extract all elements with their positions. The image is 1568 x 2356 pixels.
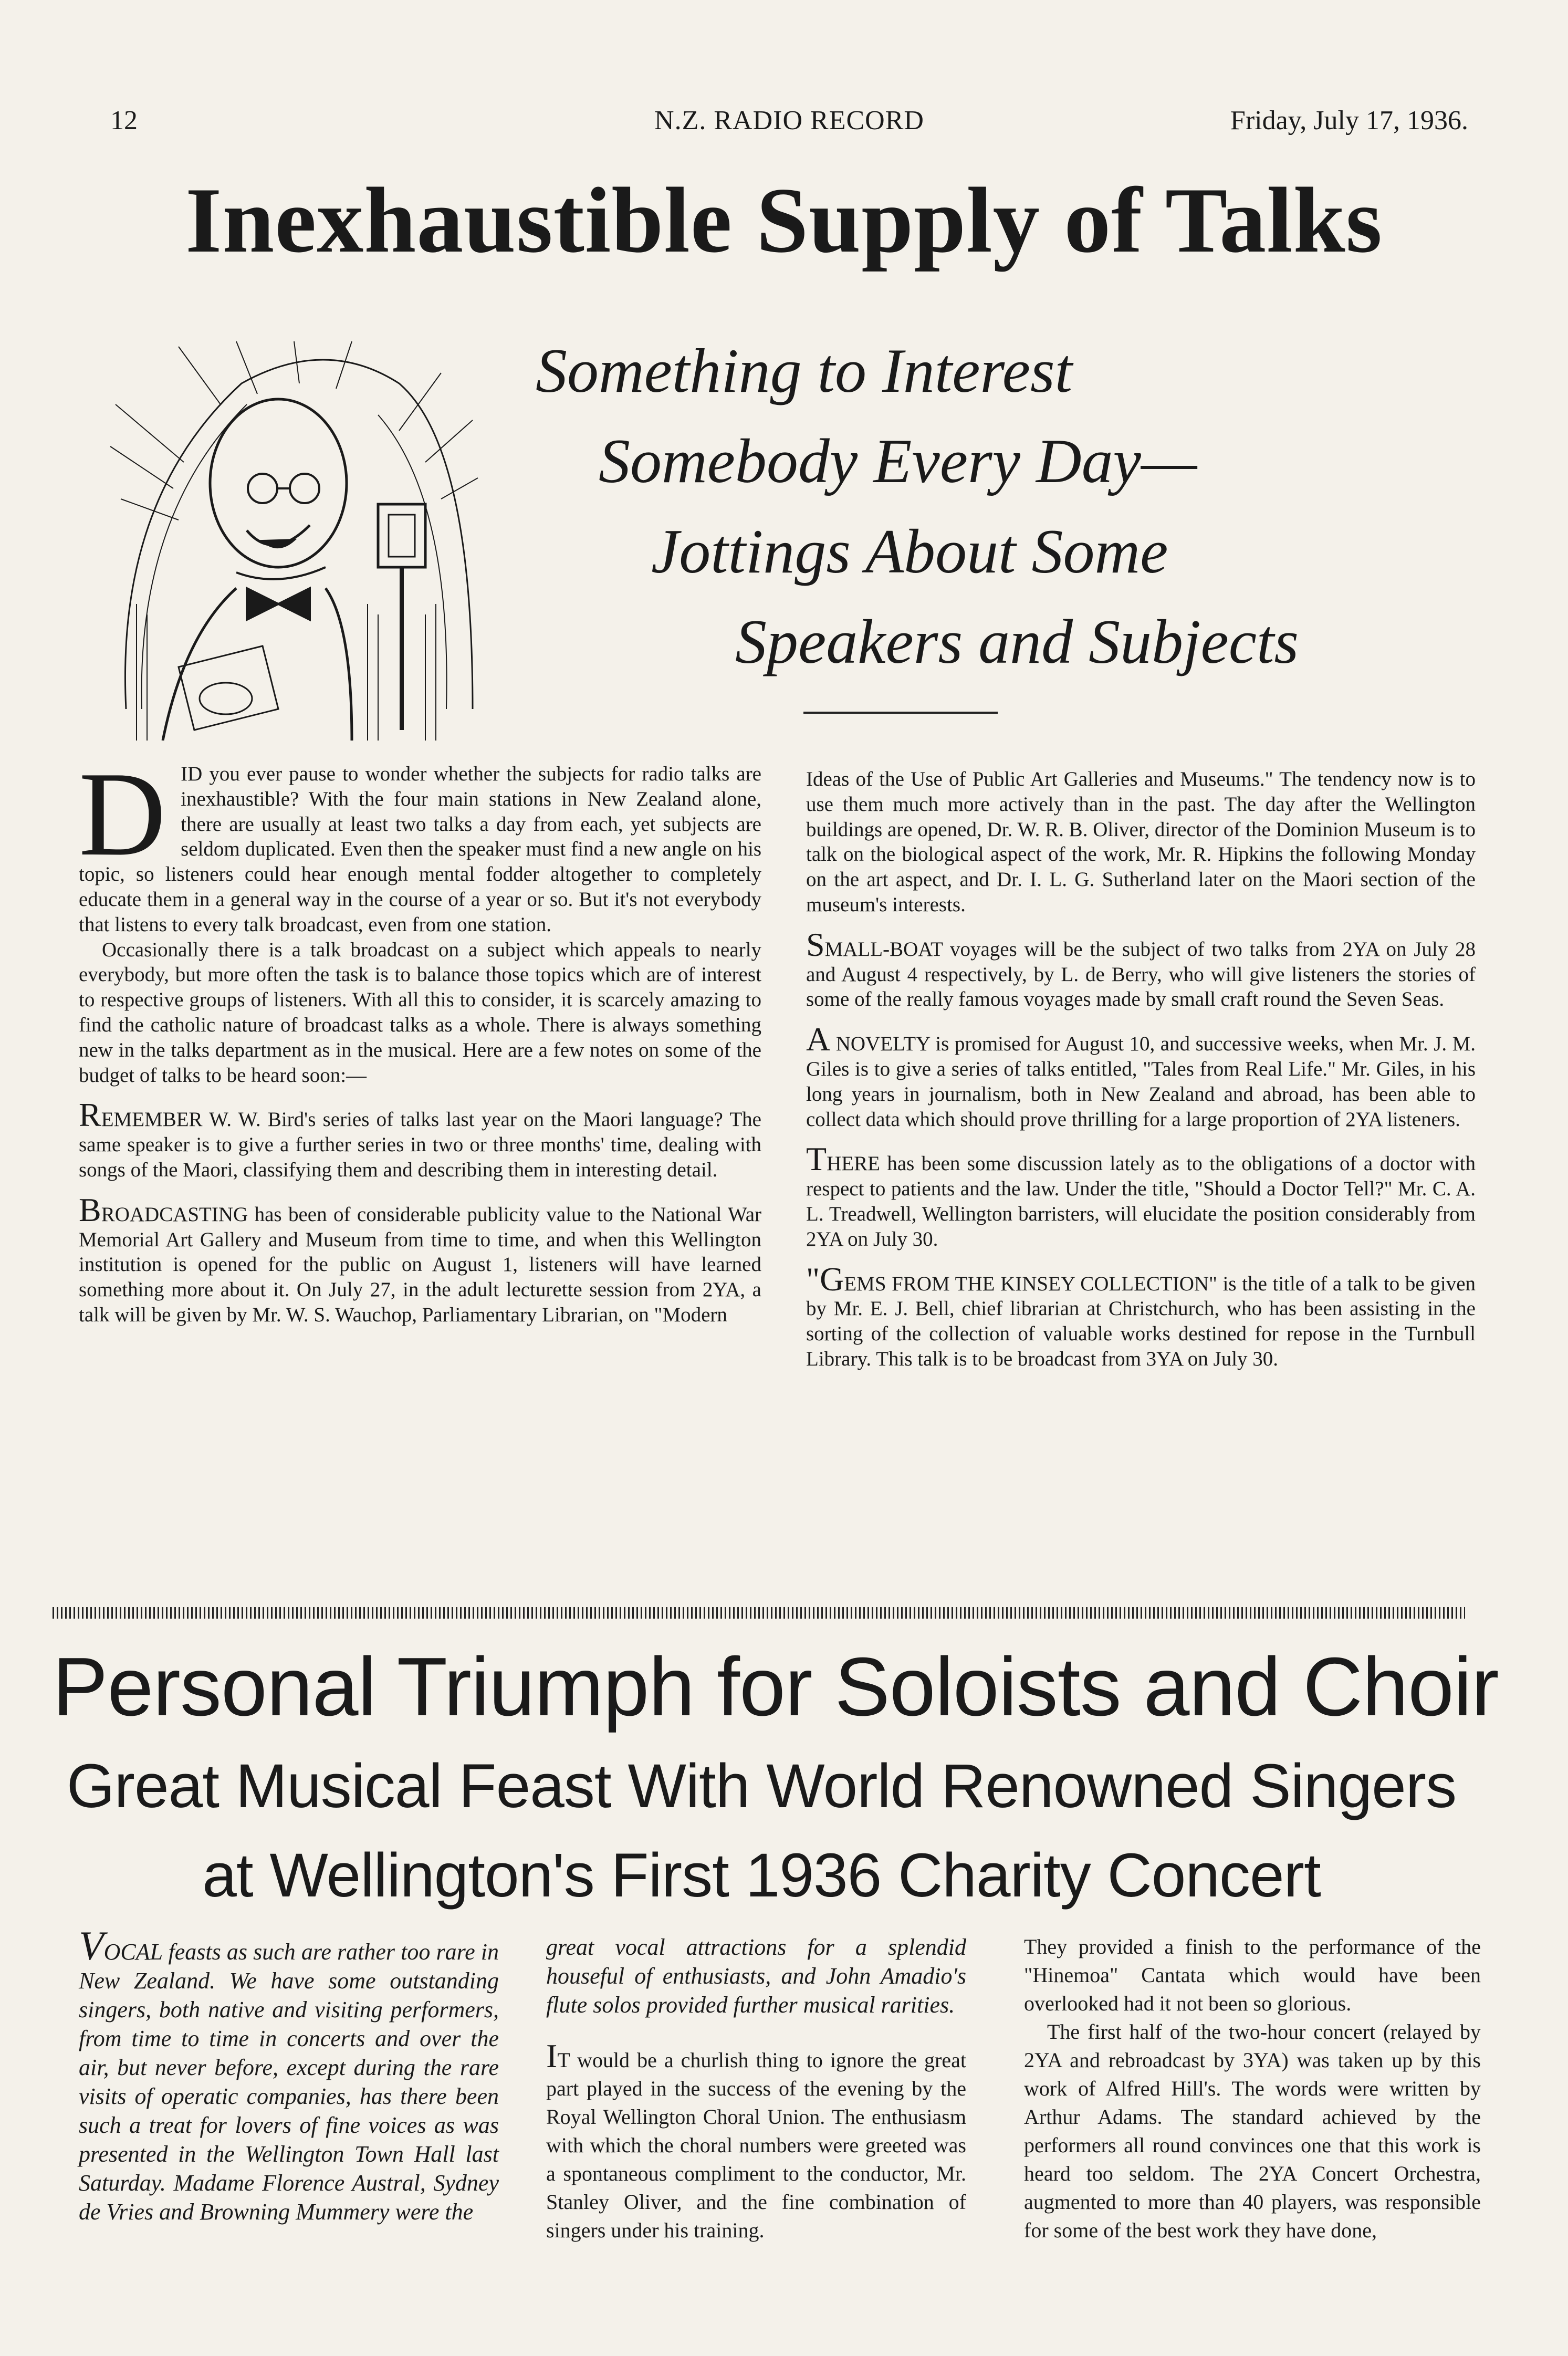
paragraph: [79, 747, 761, 937]
article2-column-2: [546, 1933, 966, 2245]
section-rule: [803, 712, 998, 714]
paragraph: [806, 1020, 1476, 1132]
paragraph-text: HERE has been some discussion lately as to the obligations of a doctor with respect to patients and the law. Under the title, "Should a Doctor Tell?" Mr. C. A. L. Treadwell, Wellington barristers, will elucidate the position considerably from 2YA on July 30.: [806, 1152, 1476, 1250]
lead-letter: A: [806, 1020, 831, 1058]
paragraph-text: EMS FROM THE KINSEY COLLECTION" is the title of a talk to be given by Mr. E. J. Bell, chief librarian at Christchurch, who has been assisting in the sorting of the collection of valuable works destined for repose in the Turnbull Library. This talk is to be broadcast from 3YA on July 30.: [806, 1272, 1476, 1370]
paragraph: The first half of the two-hour concert (relayed by 2YA and rebroadcast by 3YA) was taken up by this work of Alfred Hill's. The words were written by Arthur Adams. The standard achieved by the performers all round convinces one that this work is heard too seldom. The 2YA Concert Orchestra, augmented to more than 40 players, was responsible for some of the best work they have done,: [1024, 2020, 1481, 2242]
paragraph: Ideas of the Use of Public Art Galleries and Museums." The tendency now is to use them much more actively than in the past. The day after the Wellington buildings are opened, Dr. W. R. B. Oliver, director of the Dominion Museum is to talk on the biological aspect of the work, Mr. R. Hipkins the following Monday on the art aspect, and Dr. I. L. G. Sutherland later on the Maori section of the museum's interests.: [806, 768, 1476, 916]
paragraph-text: EMEMBER W. W. Bird's series of talks last year on the Maori language? The same speaker is to give a further series in two or three months' time, dealing with songs of the Maori, classifying them and describing them in interesting detail.: [79, 1108, 761, 1181]
drop-cap: D: [79, 747, 166, 881]
lead-letter: T: [806, 1140, 827, 1178]
lead-letter: I: [546, 2037, 558, 2074]
section-divider: [53, 1607, 1465, 1619]
paragraph: Occasionally there is a talk broadcast on a subject which appeals to nearly everybody, but more often the task is to balance those topics which are of interest to respective groups of listeners. With all this to consider, it is scarcely amazing to find the catholic nature of broadcast talks as a whole. There is always something new in the talks department as in the musical. Here are a few notes on some of the budget of talks to be heard soon:—: [79, 938, 761, 1087]
paragraph-text: T would be a churlish thing to ignore the great part played in the success of the evening by the Royal Wellington Choral Union. The enthusiasm with which the choral numbers were greeted was a spontaneous compliment to the conductor, Mr. Stanley Oliver, and the fine combination of singers under his training.: [546, 2048, 966, 2242]
paragraph: [806, 925, 1476, 1012]
subhead-line: Speakers and Subjects: [735, 607, 1299, 676]
paragraph: [806, 1140, 1476, 1252]
issue-date: Friday, July 17, 1936.: [1230, 106, 1468, 135]
masthead: [110, 105, 1468, 142]
lead-letter: R: [79, 1096, 101, 1134]
article2-subhead: Great Musical Feast With World Renowned Singers: [66, 1752, 1457, 1821]
paragraph-text: ROADCASTING has been of considerable publicity value to the National War Memorial Art Gallery and Museum from time to time, and when this Wellington institution is opened for the public on August 1, listeners will have learned something more about it. On July 27, in the adult lecturette session from 2YA, a talk will be given by Mr. W. S. Wauchop, Parliamentary Librarian, on "Modern: [79, 1203, 761, 1326]
subhead-line: Jottings About Some: [651, 516, 1168, 586]
article1-column-1: [79, 747, 761, 1328]
subhead-line: Somebody Every Day—: [599, 426, 1197, 496]
lead-letter: "G: [806, 1260, 844, 1298]
page-number: 12: [110, 106, 138, 135]
paragraph-text: ID you ever pause to wonder whether the subjects for radio talks are inexhaustible? With the four main stations in New Zealand alone, there are usually at least two talks a day from each, yet subjects are seldom duplicated. Even then the speaker must find a new angle on his topic, so listeners could hear enough mental fodder altogether to completely educate them in a general way in the course of a year or so. But it's not everybody that listens to every talk broadcast, even from one station.: [79, 763, 761, 936]
publication-name: N.Z. RADIO RECORD: [654, 106, 924, 135]
paragraph-text: OCAL feasts as such are rather too rare in New Zealand. We have some outstanding singers, both native and visiting performers, from time to time in concerts and over the air, but never before, except during the rare visits of operatic companies, has there been such a treat for lovers of fine voices as was presented in the Wellington Town Hall last Saturday. Madame Florence Austral, Sydney de Vries and Browning Mummery were the: [79, 1939, 499, 2225]
subhead-line: Something to Interest: [536, 336, 1073, 405]
speaker-at-microphone-illustration: [105, 341, 483, 741]
article1-column-2: [806, 767, 1476, 1372]
lead-letter: V: [79, 1923, 104, 1968]
article2-column-1: [79, 1923, 499, 2226]
paragraph: [79, 1191, 761, 1328]
article2-column-3: [1024, 1933, 1481, 2245]
lead-letter: S: [806, 925, 825, 963]
article2-subhead: at Wellington's First 1936 Charity Concert: [202, 1841, 1321, 1910]
article2-headline: Personal Triumph for Soloists and Choir: [53, 1641, 1499, 1733]
article1-subhead: [494, 326, 1523, 693]
article1-headline: Inexhaustible Supply of Talks: [185, 168, 1383, 272]
paragraph-text: NOVELTY is promised for August 10, and successive weeks, when Mr. J. M. Giles is to give a series of talks entitled, "Tales from Real Life." Mr. Giles, in his long years in journalism, both in New Zealand and abroad, has been able to collect data which should prove thrilling for a large proportion of 2YA listeners.: [806, 1033, 1476, 1131]
paragraph: great vocal attractions for a splendid houseful of enthusiasts, and John Amadio's flute solos provided further musical rarities.: [546, 1934, 966, 2018]
paragraph: [79, 1096, 761, 1182]
lead-letter: B: [79, 1191, 101, 1228]
paragraph: [79, 1923, 499, 2226]
paragraph: They provided a finish to the performance of the "Hinemoa" Cantata which would have been overlooked had it not been so glorious.: [1024, 1935, 1481, 2015]
paragraph: [806, 1260, 1476, 1372]
paragraph-text: MALL-BOAT voyages will be the subject of two talks from 2YA on July 28 and August 4 respectively, by L. de Berry, who will give listeners the stories of some of the really famous voyages made by small craft round the Seven Seas.: [806, 937, 1476, 1011]
paragraph: [546, 2037, 966, 2245]
